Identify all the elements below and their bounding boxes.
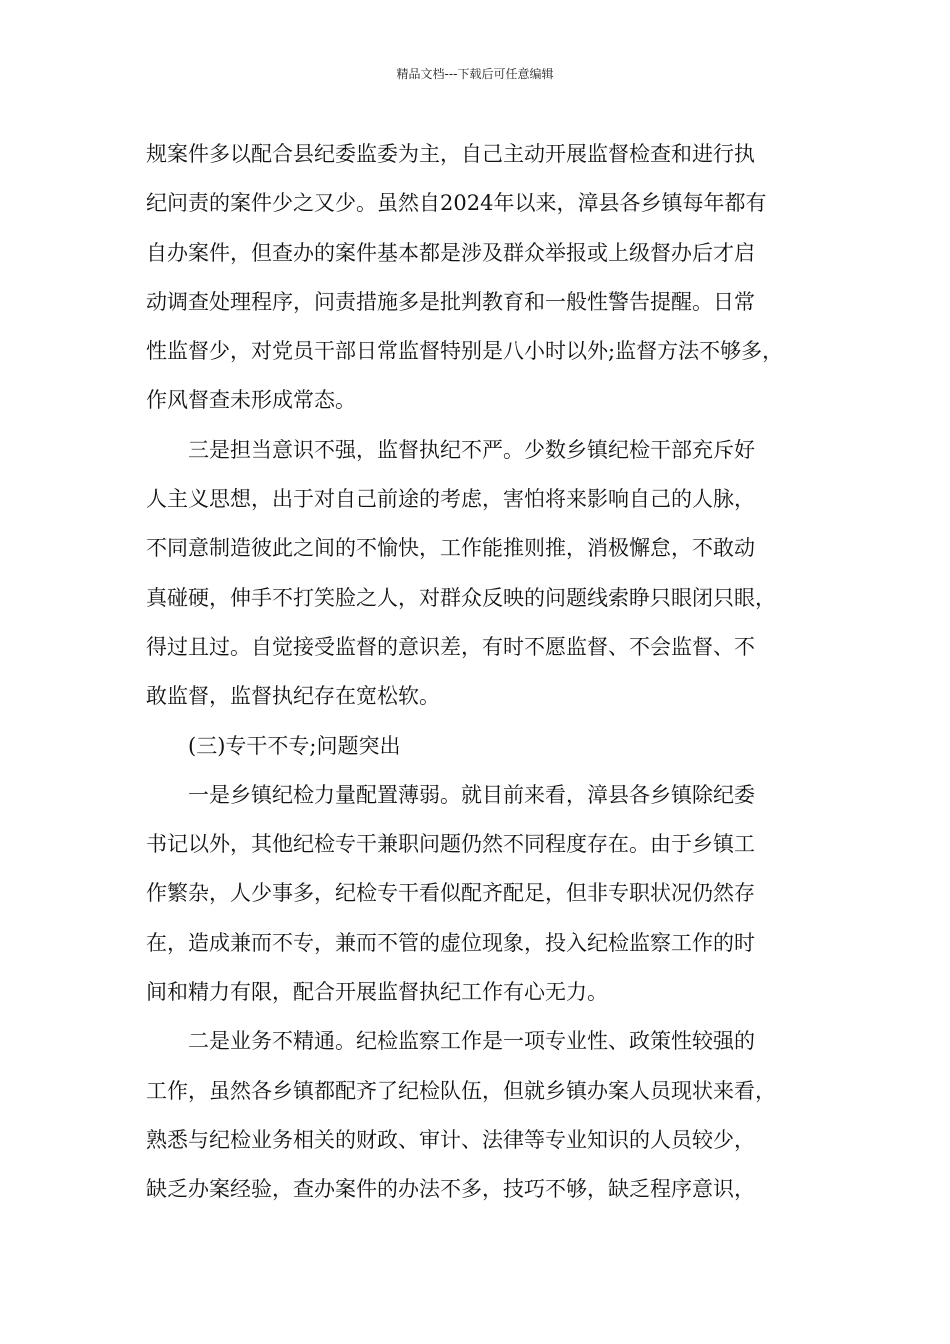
text-line: 书记以外，其他纪检专干兼职问题仍然不同程度存在。由于乡镇工 bbox=[146, 832, 755, 857]
text-line: 得过且过。自觉接受监督的意识差，有时不愿监督、不会监督、不 bbox=[146, 634, 755, 659]
page-header: 精品文档---下载后可任意编辑 bbox=[396, 67, 554, 81]
text-line: 人主义思想，出于对自己前途的考虑，害怕将来影响自己的人脉， bbox=[146, 487, 755, 512]
paragraph-first-line: 一是乡镇纪检力量配置薄弱。就目前来看，漳县各乡镇除纪委 bbox=[188, 782, 755, 807]
text-line: 规案件多以配合县纪委监委为主，自己主动开展监督检查和进行执 bbox=[146, 142, 755, 166]
paragraph-first-line: 三是担当意识不强，监督执纪不严。少数乡镇纪检干部充斥好 bbox=[188, 437, 755, 462]
text-line: 缺乏办案经验，查办案件的办法不多，技巧不够，缺乏程序意识， bbox=[146, 1177, 755, 1202]
text-line: 真碰硬，伸手不打笑脸之人，对群众反映的问题线索睁只眼闭只眼， bbox=[146, 585, 776, 610]
document-body bbox=[146, 130, 818, 1215]
text-line: 性监督少，对党员干部日常监督特别是八小时以外;监督方法不够多， bbox=[146, 339, 784, 364]
section-heading: (三)专干不专;问题突出 bbox=[188, 733, 401, 758]
text-line: 敢监督，监督执纪存在宽松软。 bbox=[146, 684, 440, 709]
text-line: 自办案件，但查办的案件基本都是涉及群众举报或上级督办后才启 bbox=[146, 240, 755, 265]
text-line: 工作，虽然各乡镇都配齐了纪检队伍，但就乡镇办案人员现状来看， bbox=[146, 1078, 776, 1103]
text-line: 作繁杂，人少事多，纪检专干看似配齐配足，但非专职状况仍然存 bbox=[146, 881, 755, 906]
text-line: 作风督查未形成常态。 bbox=[146, 388, 356, 413]
paragraph-first-line: 二是业务不精通。纪检监察工作是一项专业性、政策性较强的 bbox=[188, 1029, 755, 1054]
text-line: 间和精力有限，配合开展监督执纪工作有心无力。 bbox=[146, 980, 608, 1005]
text-line: 纪问责的案件少之又少。虽然自2024年以来，漳县各乡镇每年都有 bbox=[146, 191, 767, 216]
text-line: 不同意制造彼此之间的不愉快，工作能推则推，消极懈怠，不敢动 bbox=[146, 536, 755, 561]
text-line: 动调查处理程序，问责措施多是批判教育和一般性警告提醒。日常 bbox=[146, 289, 755, 314]
text-line: 在，造成兼而不专，兼而不管的虚位现象，投入纪检监察工作的时 bbox=[146, 930, 755, 955]
text-line: 熟悉与纪检业务相关的财政、审计、法律等专业知识的人员较少， bbox=[146, 1127, 755, 1152]
